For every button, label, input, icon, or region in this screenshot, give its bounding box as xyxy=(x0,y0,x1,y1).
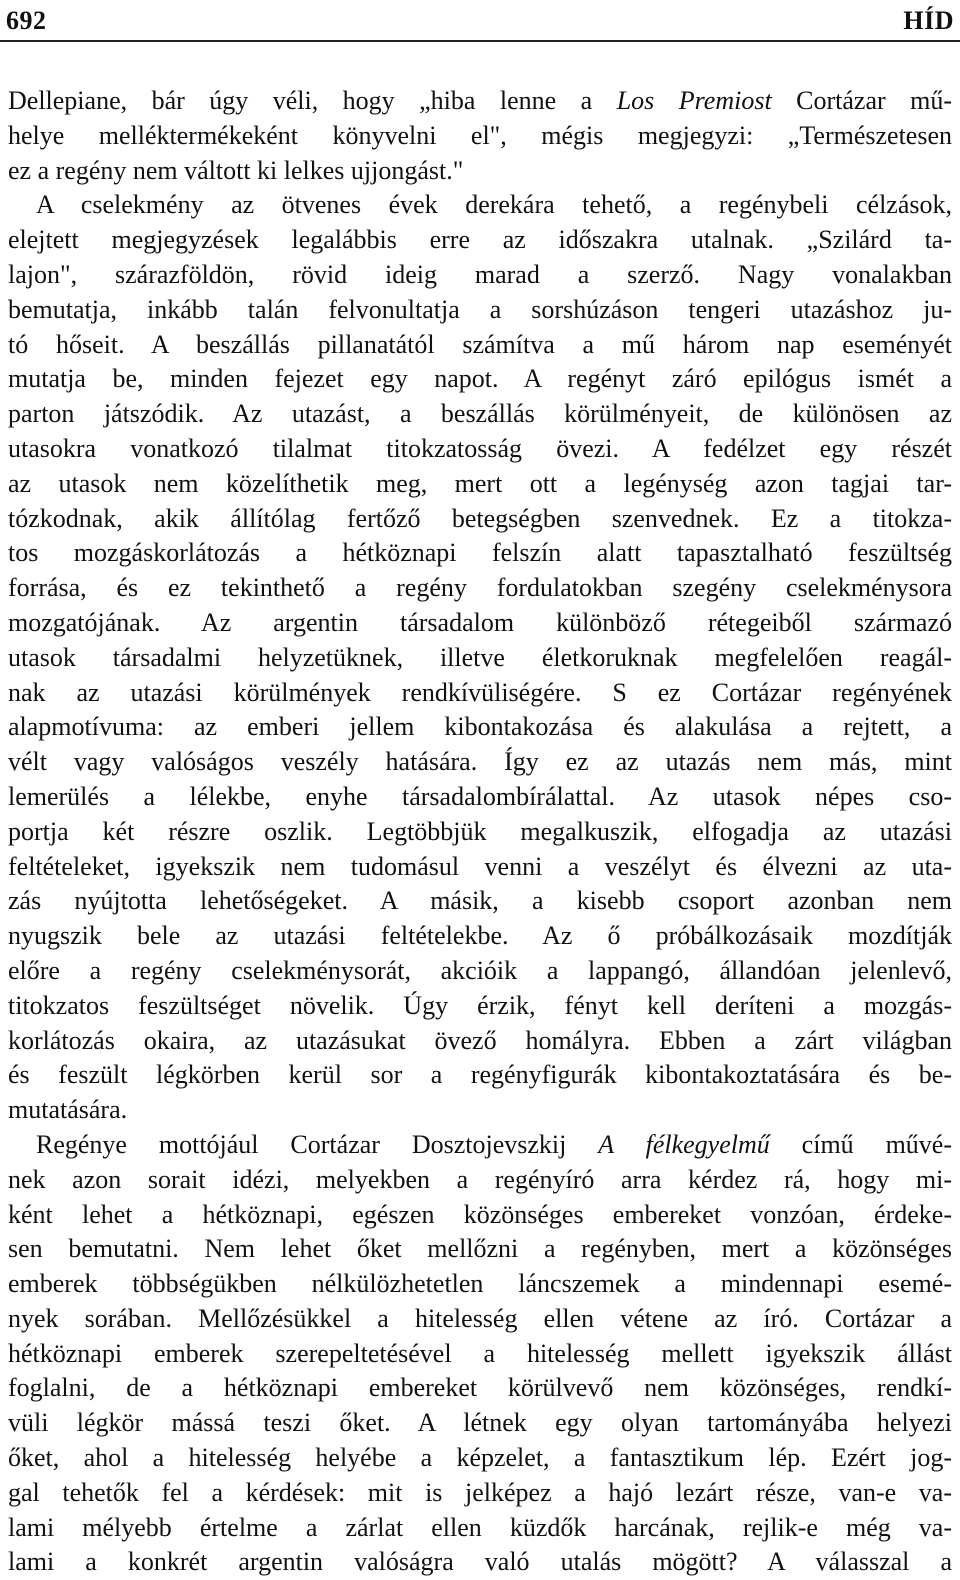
text-line xyxy=(8,328,952,363)
text-segment: vüli légkör mássá teszi őket. A létnek egy olyan tartományába helyezi xyxy=(8,1408,952,1438)
text-segment: című művé- xyxy=(769,1129,952,1159)
text-line xyxy=(8,989,952,1024)
text-segment: feltételeket, igyekszik nem tudomásul venni a veszélyt és élvezni az uta- xyxy=(8,851,952,881)
text-segment: titokzatos feszültséget növelik. Úgy érzik, fényt kell deríteni a mozgás- xyxy=(8,990,952,1020)
text-line xyxy=(8,1198,952,1233)
text-line xyxy=(8,641,952,676)
text-segment: gal tehetők fel a kérdések: mit is jelképez a hajó lezárt része, van-e va- xyxy=(8,1477,952,1507)
text-line xyxy=(8,571,952,606)
text-segment: zás nyújtotta lehetőségeket. A másik, a kisebb csoport azonban nem xyxy=(8,886,952,916)
header-rule xyxy=(0,40,960,42)
text-segment: nek azon sorait idézi, melyekben a regényíró arra kérdez rá, hogy mi- xyxy=(8,1164,952,1194)
journal-name: HÍD xyxy=(903,6,954,35)
text-segment: Cortázar mű- xyxy=(771,86,952,115)
text-segment: az utasok nem közelíthetik meg, mert ott a legénység azon tagjai tar- xyxy=(8,468,952,498)
text-line xyxy=(8,502,952,537)
text-segment: sen bemutatni. Nem lehet őket mellőzni a regényben, mert a közönséges xyxy=(8,1234,952,1264)
text-segment: alapmotívuma: az emberi jellem kibontakozása és alakulása a rejtett, a xyxy=(8,712,952,742)
text-segment: előre a regény cselekménysorát, akcióik a lappangó, állandóan jelenlevő, xyxy=(8,955,952,985)
text-segment: emberek többségükben nélkülözhetetlen láncszemek a mindennapi esemé- xyxy=(8,1269,952,1299)
page-number: 692 xyxy=(6,6,47,35)
text-line xyxy=(8,1128,952,1163)
text-segment: vélt vagy valóságos veszély hatására. Így ez az utazás nem más, mint xyxy=(8,747,952,777)
text-line xyxy=(8,1058,952,1093)
text-line xyxy=(8,258,952,293)
text-line xyxy=(8,467,952,502)
text-segment: tózkodnak, akik állítólag fertőző betegségben szenvednek. Ez a titokza- xyxy=(8,503,952,533)
text-line xyxy=(8,154,952,189)
text-line xyxy=(8,84,952,119)
text-line xyxy=(8,1337,952,1372)
text-line xyxy=(8,1267,952,1302)
text-line xyxy=(8,1093,952,1128)
text-segment: foglalni, de a hétköznapi embereket körülvevő nem közönséges, rendkí- xyxy=(8,1373,952,1403)
text-line xyxy=(8,1406,952,1441)
text-line xyxy=(8,1441,952,1476)
text-segment: és feszült légkörben kerül sor a regényfigurák kibontakoztatására és be- xyxy=(8,1060,952,1090)
text-segment: lami mélyebb értelme a zárlat ellen küzdők harcának, rejlik-e még va- xyxy=(8,1512,952,1542)
text-line xyxy=(8,536,952,571)
text-segment: mutatja be, minden fejezet egy napot. A regényt záró epilógus ismét a xyxy=(8,364,952,394)
text-line xyxy=(8,710,952,745)
text-line xyxy=(8,676,952,711)
text-line xyxy=(8,1545,952,1580)
text-segment: utasok társadalmi helyzetüknek, illetve életkoruknak megfelelően reagál- xyxy=(8,642,952,672)
text-segment: Dellepiane, bár úgy véli, hogy „hiba lenne a xyxy=(8,86,617,115)
text-segment: ként lehet a hétköznapi, egészen közönséges embereket vonzóan, érdeke- xyxy=(8,1199,952,1229)
italic-title: A félkegyelmű xyxy=(598,1129,770,1159)
text-segment: bemutatja, inkább talán felvonultatja a sorshúzáson tengeri utazáshoz ju- xyxy=(8,294,952,324)
text-line xyxy=(8,1371,952,1406)
text-segment: lami a konkrét argentin valóságra való utalás mögött? A válasszal a xyxy=(8,1547,952,1577)
text-line xyxy=(8,745,952,780)
text-segment: nyek sorában. Mellőzésükkel a hitelesség ellen vétene az író. Cortázar a xyxy=(8,1303,952,1333)
text-line xyxy=(8,397,952,432)
text-line xyxy=(8,1476,952,1511)
text-line xyxy=(8,119,952,154)
text-segment: korlátozás okaira, az utazásukat övező homályra. Ebben a zárt világban xyxy=(8,1025,952,1055)
text-segment: őket, ahol a hitelesség helyébe a képzelet, a fantasztikum lép. Ezért jog- xyxy=(8,1443,952,1473)
text-line xyxy=(8,815,952,850)
text-segment: mutatására. xyxy=(8,1095,128,1125)
text-segment: forrása, és ez tekinthető a regény fordulatokban szegény cselekménysora xyxy=(8,573,952,603)
text-line xyxy=(8,850,952,885)
text-segment: nyugszik bele az utazási feltételekbe. Az ő próbálkozásaik mozdítják xyxy=(8,921,952,951)
text-line xyxy=(8,1163,952,1198)
body-text xyxy=(8,84,952,1580)
text-line xyxy=(8,1511,952,1546)
text-line xyxy=(8,1024,952,1059)
text-line xyxy=(8,293,952,328)
text-segment: elejtett megjegyzések legalábbis erre az időszakra utalnak. „Szilárd ta- xyxy=(8,225,952,255)
text-segment: portja két részre oszlik. Legtöbbjük megalkuszik, elfogadja az utazási xyxy=(8,816,952,846)
text-segment: parton játszódik. Az utazást, a beszállás körülményeit, de különösen az xyxy=(8,399,952,429)
text-line xyxy=(8,919,952,954)
text-line xyxy=(8,954,952,989)
text-line xyxy=(8,432,952,467)
text-line xyxy=(8,606,952,641)
text-segment: tó hőseit. A beszállás pillanatától számítva a mű három nap eseményét xyxy=(8,329,952,359)
text-segment: utasokra vonatkozó tilalmat titokzatosság övezi. A fedélzet egy részét xyxy=(8,433,952,463)
text-line xyxy=(8,223,952,258)
text-segment: hétköznapi emberek szerepeltetésével a hitelesség mellett igyekszik állást xyxy=(8,1338,952,1368)
running-header xyxy=(6,6,954,40)
text-line xyxy=(8,362,952,397)
text-segment: tos mozgáskorlátozás a hétköznapi felszín alatt tapasztalható feszültség xyxy=(8,538,952,568)
text-line xyxy=(8,780,952,815)
text-segment: lemerülés a lélekbe, enyhe társadalombírálattal. Az utasok népes cso- xyxy=(8,781,952,811)
text-segment: helye melléktermékeként könyvelni el", mégis megjegyzi: „Természetesen xyxy=(8,120,952,150)
text-line xyxy=(8,884,952,919)
text-line xyxy=(8,1232,952,1267)
text-segment: Regénye mottójául Cortázar Dosztojevszkij xyxy=(36,1129,599,1159)
text-segment: A cselekmény az ötvenes évek derekára tehető, a regénybeli célzások, xyxy=(36,190,952,220)
text-line xyxy=(8,188,952,223)
text-segment: ez a regény nem váltott ki lelkes ujjongást." xyxy=(8,155,464,185)
italic-title: Los Premiost xyxy=(616,86,772,115)
text-segment: lajon", szárazföldön, rövid ideig marad a szerző. Nagy vonalakban xyxy=(8,259,952,289)
text-segment: mozgatójának. Az argentin társadalom különböző rétegeiből származó xyxy=(8,607,952,637)
text-line xyxy=(8,1302,952,1337)
text-segment: nak az utazási körülmények rendkívüliségére. S ez Cortázar regényének xyxy=(8,677,952,707)
